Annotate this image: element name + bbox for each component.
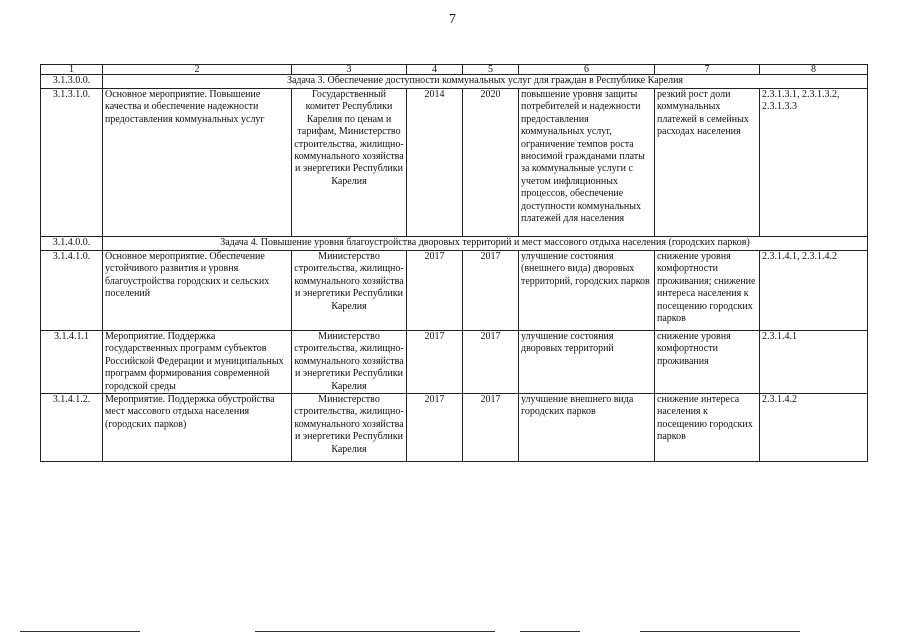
- non-implementation-consequence: снижение уровня комфортности проживания; снижение интереса населения к посещению городских парков: [655, 251, 760, 331]
- task-row: [41, 237, 868, 251]
- expected-result: улучшение состояния (внешнего вида) дворовых территорий, городских парков: [519, 251, 655, 331]
- executor: Министерство строительства, жилищно-коммунального хозяйства и энергетики Республики Карелия: [292, 331, 407, 394]
- executor: Министерство строительства, жилищно-коммунального хозяйства и энергетики Республики Карелия: [292, 251, 407, 331]
- measure-name: Основное мероприятие. Повышение качества и обеспечение надежности предоставления коммунальных услуг: [103, 89, 292, 237]
- scan-edge-line: [520, 631, 580, 632]
- task-title: Задача 4. Повышение уровня благоустройства дворовых территорий и мест массового отдыха населения (городских парков): [103, 237, 868, 251]
- executor: Министерство строительства, жилищно-коммунального хозяйства и энергетики Республики Карелия: [292, 394, 407, 462]
- column-numbers-row: [41, 65, 868, 75]
- indicator-link: 2.3.1.4.1, 2.3.1.4.2: [760, 251, 868, 331]
- expected-result: улучшение внешнего вида городских парков: [519, 394, 655, 462]
- measure-name: Основное мероприятие. Обеспечение устойчивого развития и уровня благоустройства городских и сельских поселений: [103, 251, 292, 331]
- end-year: 2017: [463, 251, 519, 331]
- column-number: 1: [41, 65, 103, 75]
- table-row: [41, 331, 868, 394]
- start-year: 2017: [407, 251, 463, 331]
- measure-name: Мероприятие. Поддержка обустройства мест массового отдыха населения (городских парков): [103, 394, 292, 462]
- non-implementation-consequence: резкий рост доли коммунальных платежей в семейных расходах населения: [655, 89, 760, 237]
- task-code: 3.1.4.0.0.: [41, 237, 103, 251]
- non-implementation-consequence: снижение интереса населения к посещению городских парков: [655, 394, 760, 462]
- scan-edge-line: [640, 631, 800, 632]
- measure-code: 3.1.4.1.1: [41, 331, 103, 394]
- executor: Государственный комитет Республики Карелия по ценам и тарифам, Министерство строительства, жилищно-коммунального хозяйства и энергетики Республики Карелия: [292, 89, 407, 237]
- page-number: 7: [449, 12, 456, 27]
- non-implementation-consequence: снижение уровня комфортности проживания: [655, 331, 760, 394]
- table-row: [41, 89, 868, 237]
- indicator-link: 2.3.1.4.1: [760, 331, 868, 394]
- start-year: 2017: [407, 394, 463, 462]
- indicator-link: 2.3.1.3.1, 2.3.1.3.2, 2.3.1.3.3: [760, 89, 868, 237]
- scan-edge-line: [255, 631, 495, 632]
- column-number: 3: [292, 65, 407, 75]
- end-year: 2017: [463, 394, 519, 462]
- task-row: [41, 75, 868, 89]
- scan-edge-line: [20, 631, 140, 632]
- program-measures-table: [40, 64, 868, 462]
- table-row: [41, 394, 868, 462]
- measure-name: Мероприятие. Поддержка государственных программ субъектов Российской Федерации и муниципальных программ формирования современной городской среды: [103, 331, 292, 394]
- column-number: 4: [407, 65, 463, 75]
- column-number: 8: [760, 65, 868, 75]
- end-year: 2020: [463, 89, 519, 237]
- end-year: 2017: [463, 331, 519, 394]
- measure-code: 3.1.3.1.0.: [41, 89, 103, 237]
- column-number: 6: [519, 65, 655, 75]
- column-number: 5: [463, 65, 519, 75]
- start-year: 2014: [407, 89, 463, 237]
- task-title: Задача 3. Обеспечение доступности коммунальных услуг для граждан в Республике Карелия: [103, 75, 868, 89]
- expected-result: повышение уровня защиты потребителей и надежности предоставления коммунальных услуг, ограничение темпов роста вносимой гражданами платы за коммунальные услуги с учетом инфляционных процессов, обеспечение доступности коммунальных платежей для населения: [519, 89, 655, 237]
- expected-result: улучшение состояния дворовых территорий: [519, 331, 655, 394]
- start-year: 2017: [407, 331, 463, 394]
- task-code: 3.1.3.0.0.: [41, 75, 103, 89]
- column-number: 2: [103, 65, 292, 75]
- measure-code: 3.1.4.1.0.: [41, 251, 103, 331]
- column-number: 7: [655, 65, 760, 75]
- measure-code: 3.1.4.1.2.: [41, 394, 103, 462]
- indicator-link: 2.3.1.4.2: [760, 394, 868, 462]
- table-row: [41, 251, 868, 331]
